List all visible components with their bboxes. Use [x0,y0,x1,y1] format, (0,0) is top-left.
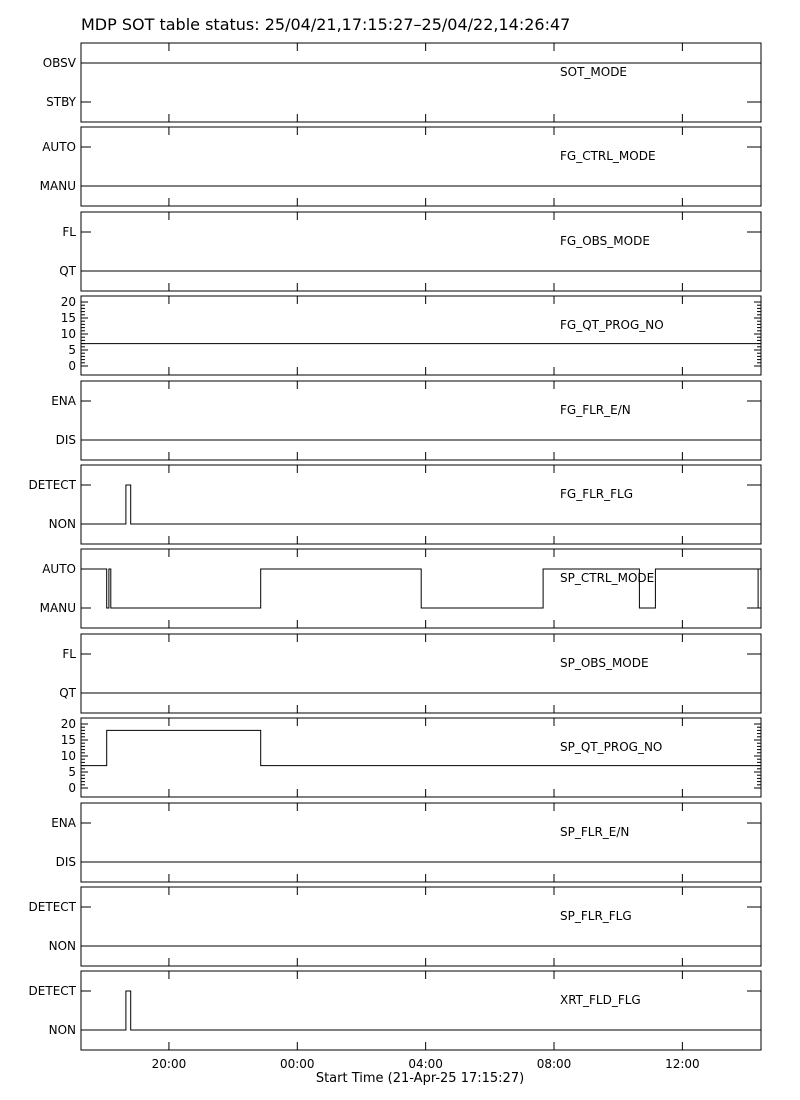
panel-frame [81,634,761,713]
panel-frame [81,465,761,544]
panel-fg-obs-mode [59,212,761,291]
y-tick-label: DIS [55,855,76,869]
panel-label: SP_CTRL_MODE [560,571,655,585]
panel-sp-obs-mode [59,634,761,713]
panel-sot-mode [43,43,761,122]
panel-frame [81,127,761,206]
panel-sp-ctrl-mode [40,549,761,628]
y-tick-label: 0 [68,359,76,373]
panel-label: SP_FLR_E/N [560,825,630,839]
series-line [81,485,761,524]
y-tick-label: 15 [60,733,76,747]
panel-frame [81,43,761,122]
panel-label: FG_FLR_FLG [560,487,634,501]
panel-sp-qt-prog-no [61,717,761,797]
x-axis-label: Start Time (21-Apr-25 17:15:27) [315,1071,525,1086]
x-tick-label: 08:00 [536,1057,572,1071]
panel-label: SP_QT_PROG_NO [560,740,663,754]
panel-frame [81,887,761,966]
y-tick-label: MANU [39,179,76,193]
panel-label: SP_OBS_MODE [560,656,649,670]
panel-label: FG_FLR_E/N [560,403,631,417]
y-tick-label: 15 [60,311,76,325]
y-tick-label: 20 [60,295,76,309]
panel-fg-flr-e-n [51,381,761,460]
panel-label: SP_FLR_FLG [560,909,632,923]
y-tick-label: 20 [60,717,76,731]
panel-label: SOT_MODE [560,65,628,79]
y-tick-label: NON [48,1023,76,1037]
y-tick-label: QT [59,264,76,278]
panel-fg-ctrl-mode [40,127,761,206]
y-tick-label: DETECT [28,478,76,492]
series-line [81,569,761,608]
panel-frame [81,971,761,1050]
y-tick-label: ENA [51,816,76,830]
y-tick-label: DETECT [28,900,76,914]
x-tick-label: 04:00 [408,1057,443,1071]
y-tick-label: 0 [68,781,76,795]
panel-frame [81,381,761,460]
y-tick-label: STBY [46,95,76,109]
series-line [81,991,761,1030]
y-tick-label: AUTO [42,140,76,154]
panel-frame [81,803,761,882]
y-tick-label: QT [59,686,76,700]
y-tick-label: 10 [60,749,76,763]
y-tick-label: 5 [68,765,76,779]
y-tick-label: DETECT [28,984,76,998]
panel-label: XRT_FLD_FLG [560,993,641,1007]
panel-label: FG_QT_PROG_NO [560,318,664,332]
panel-sp-flr-flg [29,887,761,966]
y-tick-label: 10 [60,327,76,341]
panel-label: FG_CTRL_MODE [560,149,656,163]
x-tick-label: 20:00 [151,1057,187,1071]
panel-label: FG_OBS_MODE [560,234,650,248]
y-tick-label: DIS [55,433,76,447]
x-tick-label: 00:00 [279,1057,315,1071]
y-tick-label: AUTO [42,562,76,576]
chart-title: MDP SOT table status: 25/04/21,17:15:27–25/04/22,14:26:47 [81,15,571,34]
y-tick-label: MANU [39,601,76,615]
panel-sp-flr-e-n [51,803,761,882]
y-tick-label: OBSV [42,56,76,70]
y-tick-label: 5 [68,343,76,357]
panel-fg-qt-prog-no [61,295,761,375]
y-tick-label: FL [62,225,76,239]
panel-frame [81,718,761,797]
panel-xrt-fld-flg [29,971,761,1050]
panel-frame [81,296,761,375]
x-tick-label: 12:00 [665,1057,700,1071]
y-tick-label: NON [48,517,76,531]
panel-fg-flr-flg [29,465,761,544]
panel-frame [81,212,761,291]
y-tick-label: ENA [51,394,76,408]
y-tick-label: NON [48,939,76,953]
y-tick-label: FL [62,647,76,661]
